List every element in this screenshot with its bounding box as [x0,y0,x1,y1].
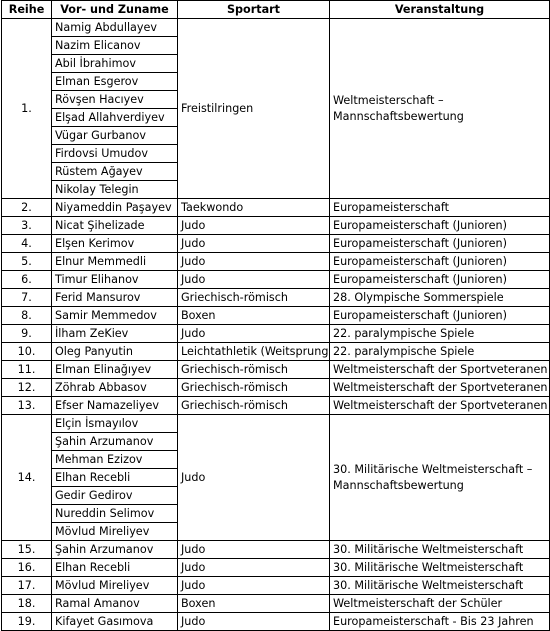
athlete-name: Rüstem Ağayev [52,163,178,181]
event-cell: Europameisterschaft [330,199,550,217]
sport-cell: Judo [178,541,330,559]
athlete-name: Efser Namazeliyev [52,397,178,415]
table-row [2,217,550,235]
header-sportart: Sportart [178,1,330,19]
event-cell: Europameisterschaft - Bis 23 Jahren [330,613,550,631]
event-cell: Weltmeisterschaft der Sportveteranen [330,379,550,397]
event-cell: 28. Olympische Sommerspiele [330,289,550,307]
row-number: 9. [2,325,52,343]
event-cell: Weltmeisterschaft der Sportveteranen [330,397,550,415]
table-row [2,577,550,595]
event-cell: 30. Militärische Weltmeisterschaft – Mannschaftsbewertung [330,415,550,541]
athlete-name: Elman Elinağıyev [52,361,178,379]
event-cell: Europameisterschaft (Junioren) [330,271,550,289]
table-row [2,343,550,361]
event-cell: Europameisterschaft (Junioren) [330,253,550,271]
row-number: 18. [2,595,52,613]
row-number: 4. [2,235,52,253]
event-cell: Europameisterschaft (Junioren) [330,235,550,253]
athlete-name: Mehman Ezizov [52,451,178,469]
athlete-name: Nureddin Selimov [52,505,178,523]
athlete-name: Gedir Gedirov [52,487,178,505]
sport-cell: Judo [178,325,330,343]
row-number: 3. [2,217,52,235]
athlete-name: Şahin Arzumanov [52,433,178,451]
row-number: 16. [2,559,52,577]
event-cell: 22. paralympische Spiele [330,343,550,361]
athlete-name: Elşen Kerimov [52,235,178,253]
table-row [2,235,550,253]
athlete-name: Ramal Amanov [52,595,178,613]
table-row [2,325,550,343]
athlete-name: Elhan Recebli [52,559,178,577]
event-cell: Europameisterschaft (Junioren) [330,217,550,235]
event-cell: 30. Militärische Weltmeisterschaft [330,541,550,559]
table-body [2,19,550,631]
row-number: 14. [2,415,52,541]
athlete-name: Niyameddin Paşayev [52,199,178,217]
table-row [2,361,550,379]
sport-cell: Judo [178,253,330,271]
athlete-name: Nazim Elicanov [52,37,178,55]
athlete-name: Nikolay Telegin [52,181,178,199]
table-row [2,613,550,631]
sport-cell: Judo [178,271,330,289]
sport-cell: Griechisch-römisch [178,397,330,415]
row-number: 5. [2,253,52,271]
table-row [2,559,550,577]
athlete-name: İlham ZeKiev [52,325,178,343]
table-row [2,253,550,271]
event-cell: Weltmeisterschaft der Sportveteranen [330,361,550,379]
event-cell: Weltmeisterschaft der Schüler [330,595,550,613]
athlete-name: Mövlud Mireliyev [52,523,178,541]
athlete-name: Vügar Gurbanov [52,127,178,145]
row-number: 13. [2,397,52,415]
header-row [2,1,550,19]
sport-cell: Leichtathletik (Weitsprung [178,343,330,361]
row-number: 11. [2,361,52,379]
sport-cell: Freistilringen [178,19,330,199]
athlete-name: Timur Elihanov [52,271,178,289]
row-number: 1. [2,19,52,199]
sport-cell: Griechisch-römisch [178,361,330,379]
sport-cell: Judo [178,415,330,541]
sport-cell: Boxen [178,595,330,613]
row-number: 10. [2,343,52,361]
athlete-name: Elçin İsmayılov [52,415,178,433]
athlete-name: Ferid Mansurov [52,289,178,307]
sport-cell: Judo [178,235,330,253]
row-number: 8. [2,307,52,325]
table-row [2,397,550,415]
athlete-name: Samir Memmedov [52,307,178,325]
athlete-name: Elnur Memmedli [52,253,178,271]
athlete-name: Zöhrab Abbasov [52,379,178,397]
sport-cell: Judo [178,217,330,235]
event-cell: Europameisterschaft (Junioren) [330,307,550,325]
sport-cell: Judo [178,577,330,595]
athlete-name: Firdovsi Umudov [52,145,178,163]
sport-cell: Judo [178,559,330,577]
row-number: 6. [2,271,52,289]
header-veranstaltung: Veranstaltung [330,1,550,19]
athlete-name: Abil İbrahimov [52,55,178,73]
athlete-name: Namig Abdullayev [52,19,178,37]
event-cell: Weltmeisterschaft – Mannschaftsbewertung [330,19,550,199]
table-row [2,307,550,325]
athlete-name: Mövlud Mireliyev [52,577,178,595]
sport-cell: Taekwondo [178,199,330,217]
header-reihe: Reihe [2,1,52,19]
row-number: 2. [2,199,52,217]
athlete-name: Elhan Recebli [52,469,178,487]
sport-cell: Griechisch-römisch [178,289,330,307]
row-number: 19. [2,613,52,631]
row-number: 7. [2,289,52,307]
event-cell: 22. paralympische Spiele [330,325,550,343]
row-number: 15. [2,541,52,559]
table-row [2,19,550,37]
results-table [1,0,550,631]
table-row [2,199,550,217]
athlete-name: Şahin Arzumanov [52,541,178,559]
table-row [2,379,550,397]
athlete-name: Kifayet Gasımova [52,613,178,631]
table-row [2,541,550,559]
row-number: 12. [2,379,52,397]
event-cell: 30. Militärische Weltmeisterschaft [330,577,550,595]
table-row [2,289,550,307]
row-number: 17. [2,577,52,595]
event-cell: 30. Militärische Weltmeisterschaft [330,559,550,577]
sport-cell: Boxen [178,307,330,325]
sport-cell: Griechisch-römisch [178,379,330,397]
table-row [2,415,550,433]
athlete-name: Elşad Allahverdiyev [52,109,178,127]
athlete-name: Oleg Panyutin [52,343,178,361]
table-row [2,271,550,289]
athlete-name: Nicat Şihelizade [52,217,178,235]
header-name: Vor- und Zuname [52,1,178,19]
athlete-name: Rövşen Hacıyev [52,91,178,109]
table-row [2,595,550,613]
sport-cell: Judo [178,613,330,631]
athlete-name: Elman Esgerov [52,73,178,91]
